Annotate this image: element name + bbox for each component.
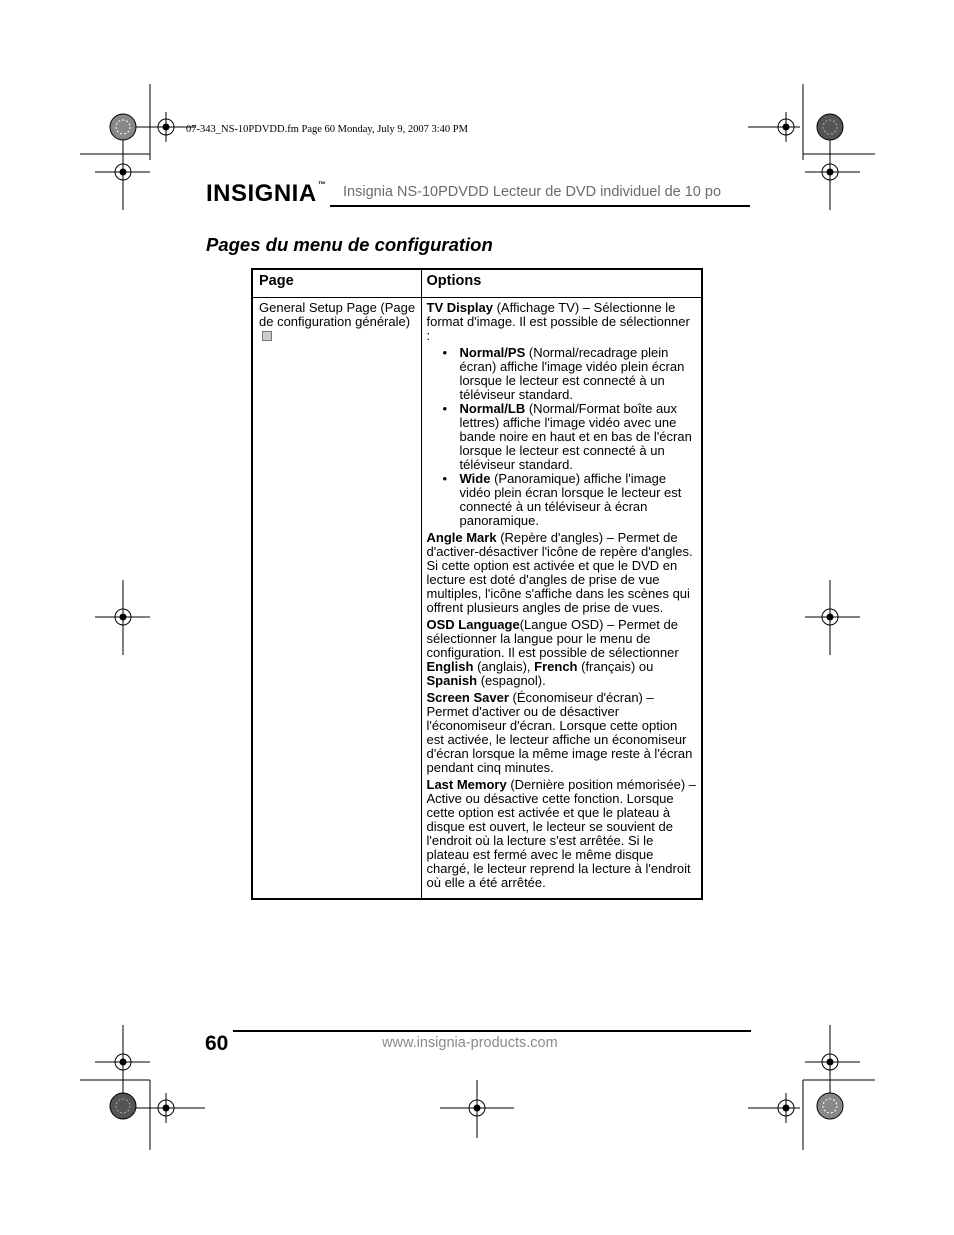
osd-language-term: OSD Language	[426, 616, 520, 632]
tv-display-options	[427, 346, 698, 528]
angle-mark-paragraph	[427, 531, 698, 615]
angle-mark-text: (Repère d'angles) – Permet de d'activer-désactiver l'icône de repère d'angles. Si cette option est activée et que le DVD en lecture est doté d'angles de prise de vue multiples, l'icône s'affiche dans les scènes qui offrent plusieurs angles de prise de vues.	[426, 529, 693, 615]
english-term: English	[426, 658, 474, 674]
insignia-logo	[206, 180, 326, 208]
option-term: Normal/PS	[459, 344, 526, 360]
option-text: (Normal/Format boîte aux lettres) affiche l'image vidéo avec une bande noire en haut et en bas de l'écran lorsque le lecteur est connecté à un téléviseur standard.	[459, 400, 692, 472]
option-text: (Panoramique) affiche l'image vidéo plein écran lorsque le lecteur est connecté à un téléviseur à écran panoramique.	[459, 470, 682, 528]
page-cell-text: General Setup Page (Page de configuration générale)	[259, 299, 416, 329]
logo-trademark: ™	[317, 180, 327, 189]
footer-url: www.insignia-products.com	[382, 1035, 558, 1051]
list-item	[442, 344, 698, 402]
tv-display-term: TV Display	[426, 299, 493, 315]
list-item	[442, 470, 698, 528]
screen-saver-term: Screen Saver	[426, 689, 509, 705]
bullet: •	[442, 470, 448, 486]
spanish-term: Spanish	[426, 672, 478, 688]
option-term: Wide	[459, 470, 491, 486]
last-memory-term: Last Memory	[426, 776, 507, 792]
screen-saver-text: (Économiseur d'écran) – Permet d'activer ou de désactiver l'économiseur d'écran. Lorsque cette option est activée, le lecteur affiche un économiseur d'écran lorsque la même image reste à l'écran pendant cinq minutes.	[426, 689, 693, 775]
osd-language-text: (espagnol).	[477, 672, 546, 688]
file-info: 07-343_NS-10PDVDD.fm Page 60 Monday, July 9, 2007 3:40 PM	[186, 124, 468, 135]
angle-mark-term: Angle Mark	[426, 529, 497, 545]
header-rule	[330, 205, 750, 207]
osd-language-text: (Langue OSD) – Permet de sélectionner la langue pour le menu de configuration. Il est possible de sélectionner	[426, 616, 679, 660]
option-text: (Normal/recadrage plein écran) affiche l'image vidéo plein écran lorsque le lecteur est connecté à un téléviseur standard.	[459, 344, 685, 402]
bullet: •	[442, 400, 448, 416]
screen-saver-paragraph	[427, 691, 698, 775]
list-item	[442, 400, 698, 472]
table-row	[252, 297, 702, 899]
tv-display-paragraph	[427, 301, 698, 528]
option-term: Normal/LB	[459, 400, 526, 416]
osd-language-paragraph	[427, 618, 698, 688]
column-header-options: Options	[421, 269, 702, 297]
osd-language-text: (français) ou	[577, 658, 654, 674]
page-cell	[252, 297, 421, 899]
config-table	[251, 268, 703, 900]
options-cell	[421, 297, 702, 899]
column-header-page: Page	[252, 269, 421, 297]
header-title: Insignia NS-10PDVDD Lecteur de DVD individuel de 10 po	[343, 184, 722, 200]
tv-display-text: (Affichage TV) – Sélectionne le format d'image. Il est possible de sélectionner :	[426, 299, 690, 343]
table-header-row	[252, 269, 702, 297]
logo-text: INSIGNIA	[206, 180, 317, 207]
french-term: French	[534, 658, 578, 674]
menu-page-icon	[262, 331, 272, 341]
bullet: •	[442, 344, 448, 360]
section-title: Pages du menu de configuration	[206, 234, 493, 255]
last-memory-paragraph	[427, 778, 698, 890]
footer-rule	[233, 1030, 751, 1032]
last-memory-text: (Dernière position mémorisée) – Active ou désactive cette fonction. Lorsque cette option est activée et que le plateau à disque est ouvert, le lecteur se souvient de l'endroit où la lecture s'est arrêtée. Si le plateau est fermé avec le même disque chargé, le lecteur reprend la lecture à l'endroit où elle a été arrêtée.	[426, 776, 696, 890]
osd-language-text: (anglais),	[473, 658, 535, 674]
page-number: 60	[205, 1032, 229, 1055]
